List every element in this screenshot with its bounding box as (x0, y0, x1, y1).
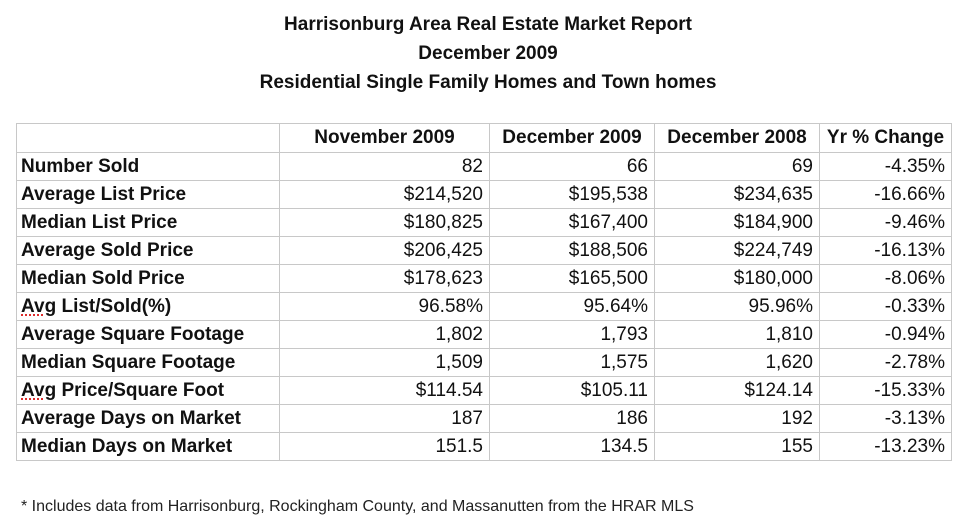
row-label-text: Median List Price (21, 211, 178, 233)
table-cell: $105.11 (490, 377, 655, 405)
spellcheck-marked-word: Avg (21, 379, 57, 401)
table-cell: 1,509 (280, 349, 490, 377)
row-label (17, 293, 280, 321)
table-row (17, 181, 952, 209)
row-label-text: Average Days on Market (21, 407, 242, 429)
table-cell: 69 (655, 153, 820, 181)
table-cell: -9.46% (820, 209, 952, 237)
table-cell: 186 (490, 405, 655, 433)
table-cell: 1,620 (655, 349, 820, 377)
row-label (17, 405, 280, 433)
table-cell: 95.64% (490, 293, 655, 321)
table-cell: 96.58% (280, 293, 490, 321)
table-cell: $206,425 (280, 237, 490, 265)
table-row (17, 321, 952, 349)
report-period: December 2009 (418, 43, 558, 64)
row-label (17, 181, 280, 209)
table-cell: $224,749 (655, 237, 820, 265)
row-label (17, 237, 280, 265)
row-label-text: Median Square Footage (21, 351, 236, 373)
table-header-row (17, 124, 952, 153)
header-cell-dec-2009: December 2009 (490, 124, 655, 153)
header-cell-nov-2009: November 2009 (280, 124, 490, 153)
table-row (17, 209, 952, 237)
row-label-text: Number Sold (21, 155, 140, 177)
table-cell: -0.33% (820, 293, 952, 321)
row-label-text: Avg Price/Square Foot (21, 379, 225, 401)
table-row (17, 433, 952, 461)
table-cell: $167,400 (490, 209, 655, 237)
report-subtitle: Residential Single Family Homes and Town homes (259, 72, 717, 93)
row-label (17, 377, 280, 405)
row-label (17, 433, 280, 461)
table-cell: 134.5 (490, 433, 655, 461)
table-cell: $178,623 (280, 265, 490, 293)
table-cell: -16.66% (820, 181, 952, 209)
row-label (17, 153, 280, 181)
row-label-text: Average Sold Price (21, 239, 194, 261)
row-label-text: Median Sold Price (21, 267, 185, 289)
table-cell: $184,900 (655, 209, 820, 237)
table-cell: -3.13% (820, 405, 952, 433)
row-label (17, 349, 280, 377)
header-cell-yr-change: Yr % Change (820, 124, 952, 153)
table-cell: $188,506 (490, 237, 655, 265)
row-label (17, 321, 280, 349)
table-cell: -2.78% (820, 349, 952, 377)
table-cell: 1,793 (490, 321, 655, 349)
table-cell: -0.94% (820, 321, 952, 349)
header-cell-empty (17, 124, 280, 153)
table-cell: $124.14 (655, 377, 820, 405)
row-label-text: Average Square Footage (21, 323, 245, 345)
table-cell: -4.35% (820, 153, 952, 181)
table-cell: 95.96% (655, 293, 820, 321)
table-cell: 151.5 (280, 433, 490, 461)
table-row (17, 293, 952, 321)
row-label (17, 265, 280, 293)
spellcheck-marked-word: Avg (21, 295, 57, 317)
footnote: * Includes data from Harrisonburg, Rockingham County, and Massanutten from the HRAR MLS (21, 498, 694, 515)
table-cell: 82 (280, 153, 490, 181)
report-title: Harrisonburg Area Real Estate Market Report (284, 14, 692, 35)
table-cell: 155 (655, 433, 820, 461)
report-title-block (0, 10, 976, 97)
row-label (17, 209, 280, 237)
table-cell: $180,825 (280, 209, 490, 237)
row-label-text: Median Days on Market (21, 435, 233, 457)
table-cell: $214,520 (280, 181, 490, 209)
table-row (17, 153, 952, 181)
table-cell: 187 (280, 405, 490, 433)
row-label-text: Average List Price (21, 183, 187, 205)
table-cell: 1,802 (280, 321, 490, 349)
table-cell: $195,538 (490, 181, 655, 209)
table-row (17, 237, 952, 265)
table-cell: -8.06% (820, 265, 952, 293)
table-cell: 66 (490, 153, 655, 181)
table-row (17, 405, 952, 433)
header-cell-dec-2008: December 2008 (655, 124, 820, 153)
table-cell: 192 (655, 405, 820, 433)
table-cell: 1,810 (655, 321, 820, 349)
table-cell: -13.23% (820, 433, 952, 461)
table-cell: 1,575 (490, 349, 655, 377)
table-cell: $114.54 (280, 377, 490, 405)
table-cell: $234,635 (655, 181, 820, 209)
table-row (17, 265, 952, 293)
table-cell: -15.33% (820, 377, 952, 405)
table-row (17, 377, 952, 405)
table-row (17, 349, 952, 377)
row-label-text: Avg List/Sold(%) (21, 295, 172, 317)
table-cell: -16.13% (820, 237, 952, 265)
table-cell: $165,500 (490, 265, 655, 293)
table-cell: $180,000 (655, 265, 820, 293)
market-report-table (16, 123, 952, 461)
